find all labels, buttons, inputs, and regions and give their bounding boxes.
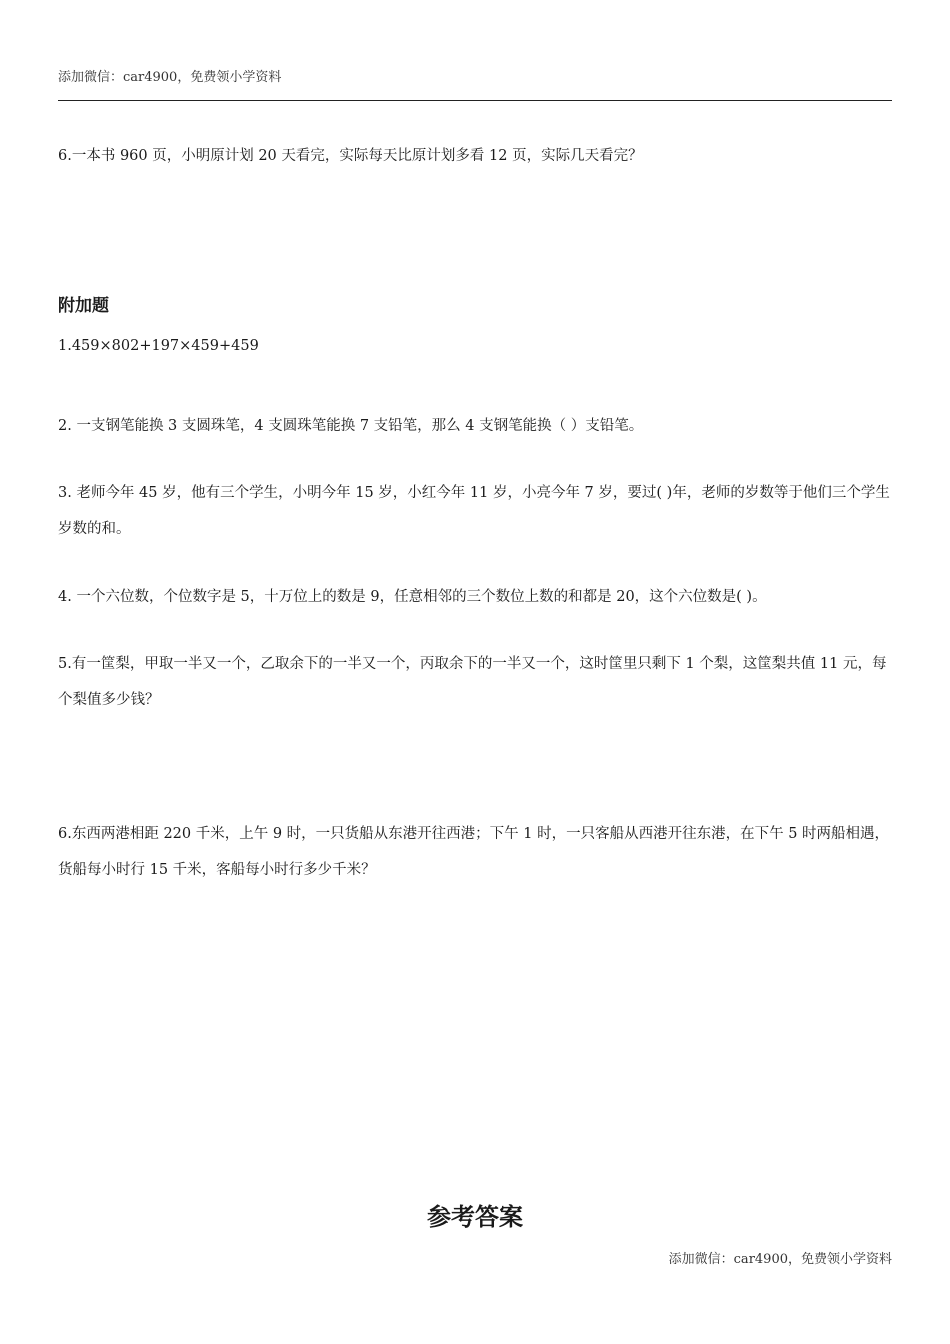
footer-text: 添加微信：car4900，免费领小学资料 xyxy=(668,1252,892,1267)
bonus-question-4: 4. 一个六位数，个位数字是 5，十万位上的数是 9，任意相邻的三个数位上数的和都是 20，这个六位数是( )。 xyxy=(58,589,767,605)
bonus-question-2: 2. 一支钢笔能换 3 支圆珠笔，4 支圆珠笔能换 7 支铅笔，那么 4 支钢笔能换（ ）支铅笔。 xyxy=(58,418,644,434)
header-text: 添加微信：car4900，免费领小学资料 xyxy=(58,70,282,85)
section-title-bonus: 附加题 xyxy=(58,296,109,316)
bonus-question-5: 5.有一筐梨，甲取一半又一个，乙取余下的一半又一个，丙取余下的一半又一个，这时筐里只剩下 1 个梨，这筐梨共值 11 元，每个梨值多少钱？ xyxy=(58,656,887,708)
bonus-question-1: 1.459×802+197×459+459 xyxy=(58,338,259,354)
answers-title: 参考答案 xyxy=(427,1203,523,1231)
bonus-question-6: 6.东西两港相距 220 千米，上午 9 时，一只货船从东港开往西港；下午 1 时，一只客船从西港开往东港，在下午 5 时两船相遇，货船每小时行 15 千米，客船每小时行多少千米？ xyxy=(58,826,890,878)
bonus-question-3: 3. 老师今年 45 岁，他有三个学生，小明今年 15 岁，小红今年 11 岁，小亮今年 7 岁，要过( )年，老师的岁数等于他们三个学生岁数的和。 xyxy=(58,485,890,537)
question-6: 6.一本书 960 页，小明原计划 20 天看完，实际每天比原计划多看 12 页，实际几天看完？ xyxy=(58,148,643,164)
header-divider xyxy=(58,100,892,101)
